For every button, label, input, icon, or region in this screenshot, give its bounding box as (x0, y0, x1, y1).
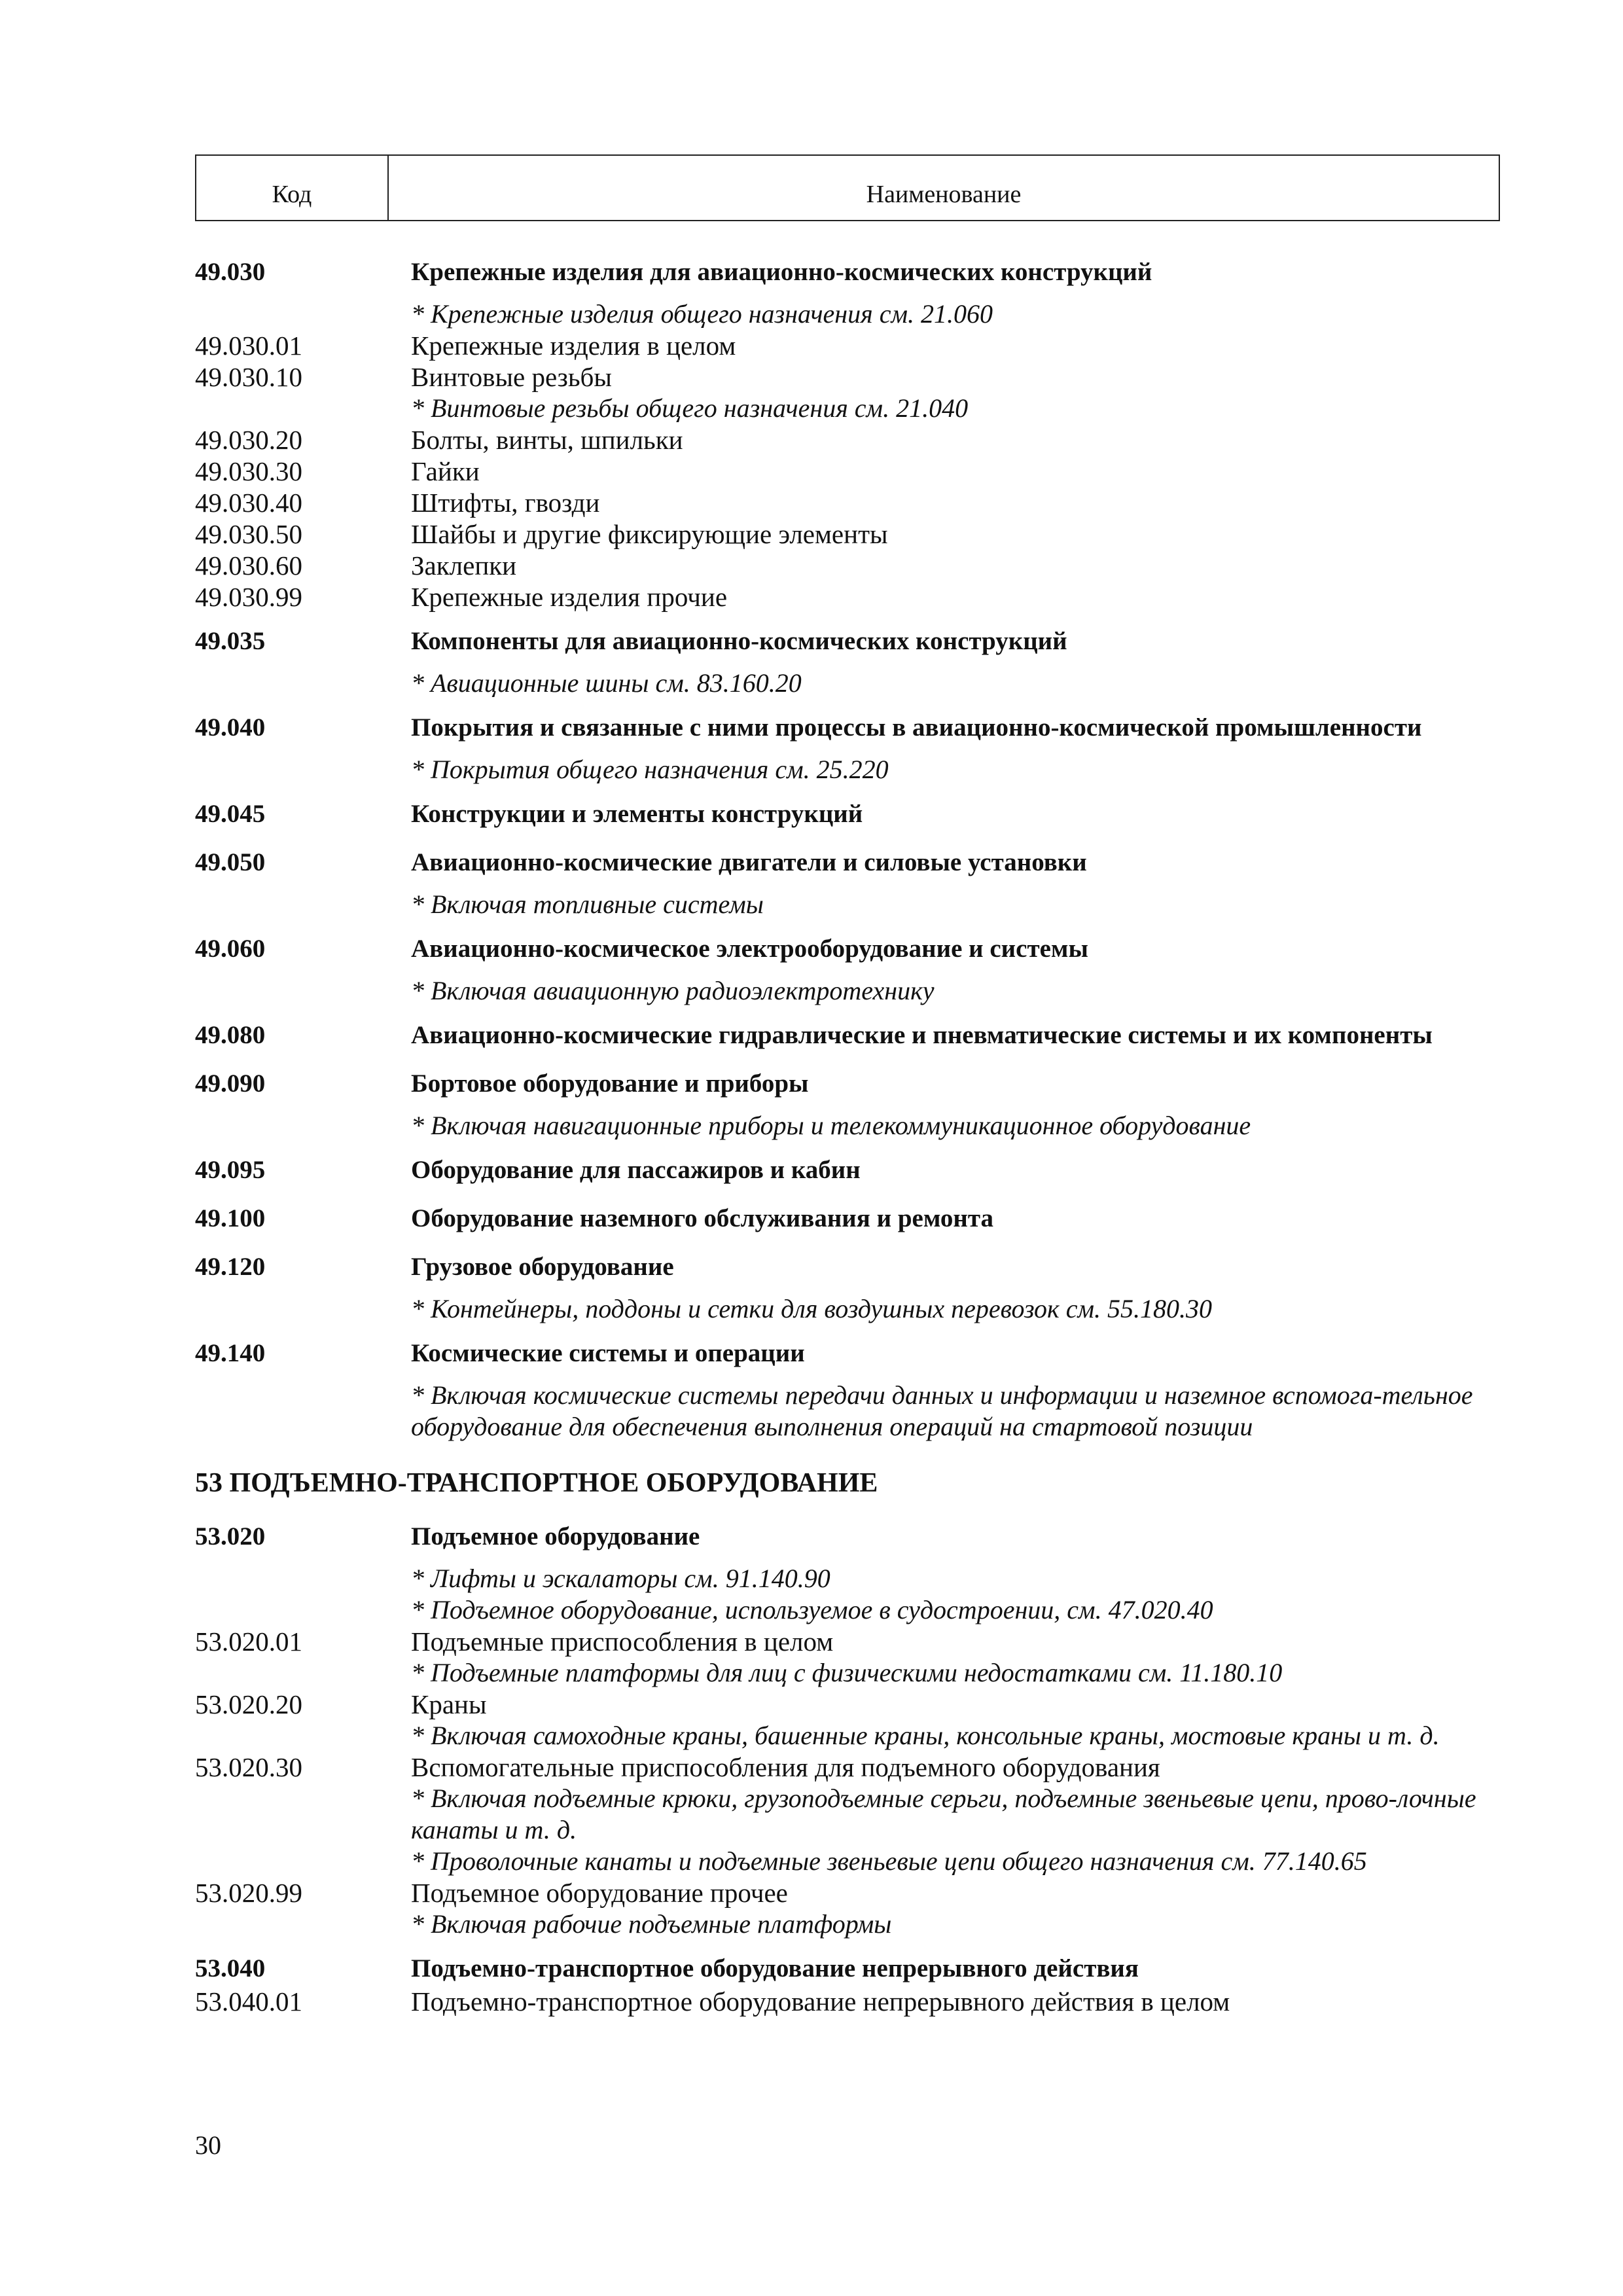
name-cell: * Включая подъемные крюки, грузоподъемные серьги, подъемные звеньевые цепи, прово-лочные канаты и т. д. (411, 1784, 1476, 1844)
code-cell: 49.030.60 (195, 550, 302, 581)
note-row (195, 1720, 1500, 1751)
code-cell: 49.050 (195, 848, 266, 876)
name-cell: * Подъемные платформы для лиц с физическими недостатками см. 11.180.10 (411, 1658, 1283, 1687)
category-row (195, 1202, 1500, 1236)
subcategory-row (195, 1626, 1500, 1657)
name-cell: Подъемное оборудование (411, 1522, 700, 1551)
category-row (195, 1952, 1500, 1986)
code-cell: 53.020.99 (195, 1878, 302, 1908)
code-cell: 49.095 (195, 1156, 266, 1184)
name-cell: Болты, винты, шпильки (411, 425, 683, 455)
note-row (195, 975, 1500, 1007)
category-row (195, 932, 1500, 966)
code-cell: 53.020.30 (195, 1752, 302, 1782)
subcategory-row (195, 518, 1500, 550)
name-cell: * Включая самоходные краны, башенные краны, консольные краны, мостовые краны и т. д. (411, 1721, 1440, 1750)
code-cell: 49.040 (195, 713, 266, 742)
name-cell: Крепежные изделия для авиационно-космических конструкций (411, 258, 1152, 286)
name-cell: * Покрытия общего назначения см. 25.220 (411, 755, 889, 784)
name-cell: * Винтовые резьбы общего назначения см. 21.040 (411, 393, 969, 423)
name-cell: Оборудование для пассажиров и кабин (411, 1156, 861, 1184)
subcategory-row (195, 487, 1500, 518)
name-cell: Гайки (411, 456, 480, 486)
note-row (195, 1594, 1500, 1626)
note-row (195, 1380, 1500, 1443)
subcategory-row (195, 1986, 1500, 2017)
subcategory-row (195, 1751, 1500, 1783)
name-cell: Подъемное оборудование прочее (411, 1878, 788, 1908)
note-row (195, 754, 1500, 785)
note-row (195, 1110, 1500, 1141)
name-cell: Штифты, гвозди (411, 488, 600, 518)
note-row (195, 1563, 1500, 1594)
code-cell: 49.100 (195, 1204, 266, 1232)
code-cell: 49.030.10 (195, 362, 302, 392)
subcategory-row (195, 424, 1500, 456)
header-name-label: Наименование (866, 181, 1022, 208)
code-cell: 53.020.01 (195, 1626, 302, 1657)
code-cell: 53.040 (195, 1954, 266, 1982)
header-code-label: Код (196, 156, 389, 220)
note-row (195, 1657, 1500, 1689)
classification-entries (195, 255, 1500, 2017)
name-cell: Подъемно-транспортное оборудование непрерывного действия в целом (411, 1986, 1230, 2017)
category-row (195, 1336, 1500, 1371)
table-header (195, 154, 1500, 221)
note-row (195, 1909, 1500, 1940)
page-number: 30 (195, 2130, 221, 2160)
category-row (195, 1153, 1500, 1187)
code-cell: 49.030 (195, 258, 266, 286)
note-row (195, 393, 1500, 424)
category-row (195, 624, 1500, 658)
name-cell: Конструкции и элементы конструкций (411, 800, 863, 828)
name-cell: Крепежные изделия прочие (411, 582, 728, 612)
code-cell: 49.030.50 (195, 519, 302, 549)
subcategory-row (195, 330, 1500, 361)
name-cell: Вспомогательные приспособления для подъемного оборудования (411, 1752, 1160, 1782)
code-cell: 49.030.40 (195, 488, 302, 518)
name-cell: * Лифты и эскалаторы см. 91.140.90 (411, 1564, 830, 1593)
name-cell: * Проволочные канаты и подъемные звеньевые цепи общего назначения см. 77.140.65 (411, 1846, 1367, 1876)
code-cell: 49.030.30 (195, 456, 302, 486)
name-cell: * Контейнеры, поддоны и сетки для воздушных перевозок см. 55.180.30 (411, 1294, 1213, 1323)
category-row (195, 1520, 1500, 1554)
name-cell: Крепежные изделия в целом (411, 331, 736, 361)
category-row (195, 1018, 1500, 1052)
name-cell: Покрытия и связанные с ними процессы в авиационно-космической промышленности (411, 713, 1422, 742)
code-cell: 53.040.01 (195, 1986, 302, 2017)
name-cell: * Включая навигационные приборы и телекоммуникационное оборудование (411, 1111, 1251, 1140)
code-cell: 49.060 (195, 935, 266, 963)
category-row (195, 255, 1500, 289)
code-cell: 49.090 (195, 1069, 266, 1098)
name-cell: Краны (411, 1689, 487, 1719)
note-row (195, 1293, 1500, 1325)
name-cell: Заклепки (411, 550, 517, 581)
name-cell: Бортовое оборудование и приборы (411, 1069, 809, 1098)
name-cell: Шайбы и другие фиксирующие элементы (411, 519, 888, 549)
name-cell: * Подъемное оборудование, используемое в судостроении, см. 47.020.40 (411, 1595, 1213, 1624)
name-cell: * Включая космические системы передачи данных и информации и наземное вспомога-тельное оборудование для обеспечения выполнения операций на стартовой позиции (411, 1380, 1473, 1441)
category-row (195, 711, 1500, 745)
name-cell: Компоненты для авиационно-космических конструкций (411, 627, 1067, 655)
category-row (195, 797, 1500, 831)
subcategory-row (195, 581, 1500, 613)
section-title: 53 ПОДЪЕМНО-ТРАНСПОРТНОЕ ОБОРУДОВАНИЕ (195, 1468, 878, 1498)
code-cell: 53.020.20 (195, 1689, 302, 1719)
category-row (195, 1067, 1500, 1101)
code-cell: 49.030.99 (195, 582, 302, 612)
subcategory-row (195, 1689, 1500, 1720)
code-cell: 49.035 (195, 627, 266, 655)
name-cell: Авиационно-космическое электрооборудование и системы (411, 935, 1088, 963)
code-cell: 49.045 (195, 800, 266, 828)
subcategory-row (195, 1877, 1500, 1909)
note-row (195, 1846, 1500, 1877)
note-row (195, 889, 1500, 920)
name-cell: * Включая авиационную радиоэлектротехнику (411, 976, 935, 1005)
section-53-list (195, 1520, 1500, 2017)
name-cell: Грузовое оборудование (411, 1253, 674, 1281)
name-cell: Космические системы и операции (411, 1339, 805, 1367)
subcategory-row (195, 550, 1500, 581)
note-row (195, 668, 1500, 699)
code-cell: 49.140 (195, 1339, 266, 1367)
name-cell: * Включая топливные системы (411, 889, 764, 919)
name-cell: * Авиационные шины см. 83.160.20 (411, 668, 802, 698)
code-cell: 53.020 (195, 1522, 266, 1551)
name-cell: Авиационно-космические двигатели и силовые установки (411, 848, 1087, 876)
section-49-list (195, 255, 1500, 1443)
code-cell: 49.120 (195, 1253, 266, 1281)
name-cell: * Включая рабочие подъемные платформы (411, 1909, 892, 1939)
category-row (195, 1250, 1500, 1284)
name-cell: Подъемно-транспортное оборудование непрерывного действия (411, 1954, 1139, 1982)
name-cell: Винтовые резьбы (411, 362, 612, 392)
subcategory-row (195, 361, 1500, 393)
note-row (195, 298, 1500, 330)
name-cell: * Крепежные изделия общего назначения см. 21.060 (411, 299, 993, 329)
subcategory-row (195, 456, 1500, 487)
code-cell: 49.030.20 (195, 425, 302, 455)
note-row (195, 1783, 1500, 1846)
code-cell: 49.030.01 (195, 331, 302, 361)
category-row (195, 846, 1500, 880)
name-cell: Подъемные приспособления в целом (411, 1626, 834, 1657)
name-cell: Оборудование наземного обслуживания и ремонта (411, 1204, 993, 1232)
code-cell: 49.080 (195, 1021, 266, 1049)
name-cell: Авиационно-космические гидравлические и пневматические системы и их компоненты (411, 1021, 1433, 1049)
